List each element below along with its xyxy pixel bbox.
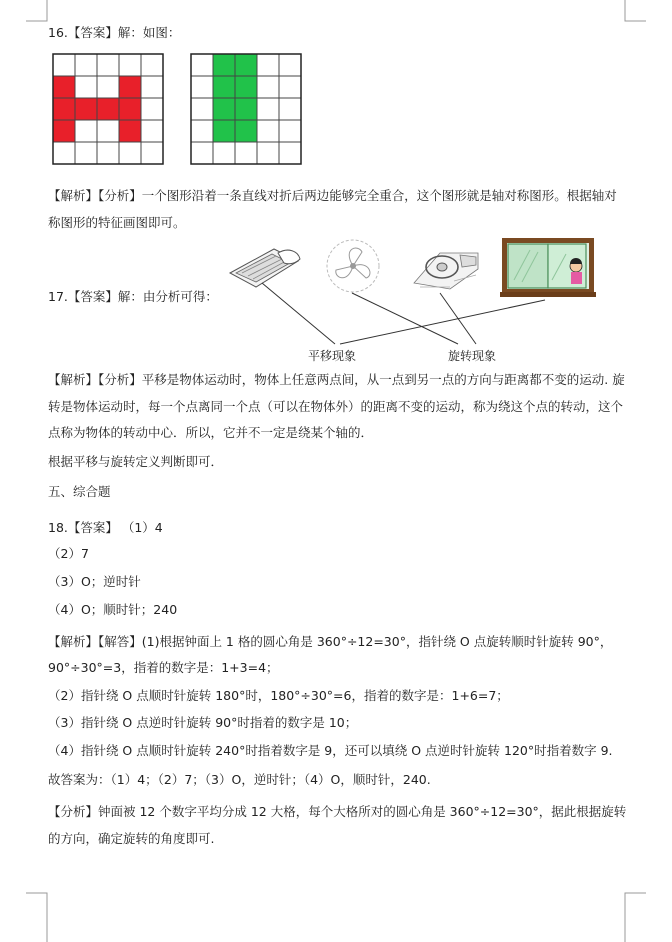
q18-answer-4: （4）O；顺时针；240: [48, 602, 178, 617]
q17-analysis-1: 【解析】【分析】平移是物体运动时，物体上任意两点间，从一点到另一点的方向与距离都不变的运动. 旋转是物体运动时，每一个点离同一个点（可以在物体外）的距离不变的运动，称为绕这个点的转动，这个点称为物体的转动中心．所以，它并不一定是绕某个轴的．: [48, 372, 625, 440]
q16-answer-heading: 16.【答案】解：如图：: [48, 25, 181, 40]
q16-analysis: 【解析】【分析】一个图形沿着一条直线对折后两边能够完全重合，这个图形就是轴对称图形。根据轴对称图形的特征画图即可。: [48, 188, 617, 230]
label-translation: 平移现象: [308, 349, 357, 363]
q18-explain-2: （2）指针绕 O 点顺时针旋转 180°时，180°÷30°=6，指着的数字是：1+6=7；: [48, 688, 509, 703]
corner-mark-bottom-left: [26, 892, 48, 942]
q17-analysis-2: 根据平移与旋转定义判断即可．: [48, 454, 224, 469]
corner-mark-bottom-right: [624, 892, 646, 942]
q18-explain-1: 【解析】【解答】(1)根据钟面上 1 格的圆心角是 360°÷12=30°，指针绕 O 点旋转顺时针旋转 90°，90°÷30°=3，指着的数字是：1+3=4；: [48, 634, 613, 675]
q18-answer-2: （2）7: [48, 546, 89, 561]
q17-answer-heading: 17.【答案】解：由分析可得：: [48, 289, 218, 304]
q18-analysis: 【分析】钟面被 12 个数字平均分成 12 大格，每个大格所对的圆心角是 360°÷12=30°，据此根据旋转的方向，确定旋转的角度即可.: [48, 804, 627, 846]
section-five-title: 五、综合题: [48, 484, 111, 499]
q18-answer-heading: 18.【答案】 （1）4: [48, 520, 163, 535]
label-rotation: 旋转现象: [448, 349, 497, 363]
q18-final-answer: 故答案为：（1）4；（2）7；（3）O，逆时针；（4）O，顺时针，240.: [48, 772, 431, 787]
q18-explain-4: （4）指针绕 O 点顺时针旋转 240°时指着数字是 9，还可以填绕 O 点逆时针旋转 120°时指着数字 9.: [48, 743, 613, 758]
matching-lines: [0, 0, 672, 360]
q18-explain-3: （3）指针绕 O 点逆时针旋转 90°时指着的数字是 10；: [48, 715, 358, 730]
q18-answer-3: （3）O；逆时针: [48, 574, 141, 589]
